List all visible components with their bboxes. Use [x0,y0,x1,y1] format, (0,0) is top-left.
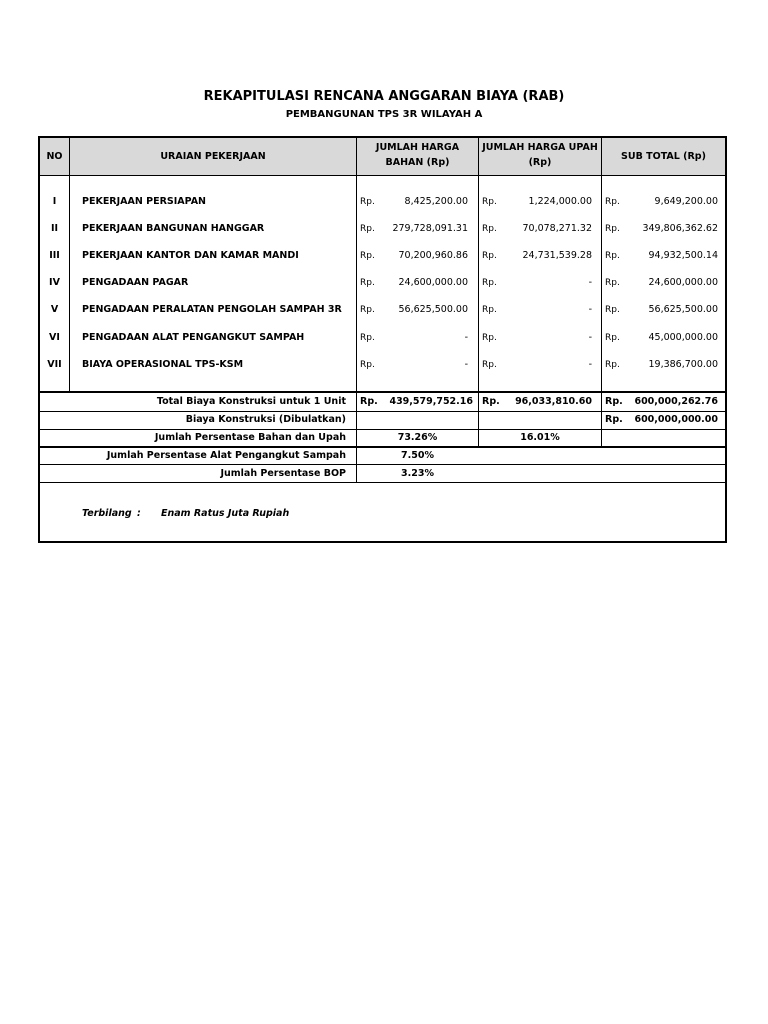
header-upah-line2: (Rp) [528,157,552,168]
row-subtotal: 94,932,500.14 [648,250,718,261]
row-no: III [49,250,60,261]
currency-label: Rp. [605,278,620,288]
terbilang-value: Enam Ratus Juta Rupiah [161,508,290,519]
row-no: VI [49,332,60,343]
row-subtotal: 9,649,200.00 [654,196,718,207]
currency-label: Rp. [605,333,620,343]
currency-label: Rp. [605,224,620,234]
currency-label: Rp. [605,414,623,425]
header-upah-line1: JUMLAH HARGA UPAH [482,142,598,153]
row-upah: 24,731,539.28 [522,250,592,261]
total-bahan: 439,579,752.16 [389,396,473,407]
row-upah: - [588,332,592,343]
row-subtotal: 56,625,500.00 [648,304,718,315]
page-subtitle: PEMBANGUNAN TPS 3R WILAYAH A [285,109,483,120]
row-subtotal: 45,000,000.00 [648,332,718,343]
row-subtotal: 24,600,000.00 [648,277,718,288]
currency-label: Rp. [482,333,497,343]
total-label: Total Biaya Konstruksi untuk 1 Unit [156,396,346,407]
currency-label: Rp. [360,305,375,315]
row-bahan: 279,728,091.31 [392,223,468,234]
pct-bahan: 73.26% [397,432,438,443]
row-no: VII [47,359,62,370]
currency-label: Rp. [360,333,375,343]
row-desc: PEKERJAAN KANTOR DAN KAMAR MANDI [82,250,299,261]
currency-label: Rp. [482,360,497,370]
row-no: II [50,223,59,234]
row-bahan: - [464,359,468,370]
dibulatkan-subtotal: 600,000,000.00 [634,414,718,425]
currency-label: Rp. [482,224,497,234]
currency-label: Rp. [605,305,620,315]
currency-label: Rp. [482,278,497,288]
dibulatkan-label: Biaya Konstruksi (Dibulatkan) [185,414,346,425]
header-bahan-line2: BAHAN (Rp) [385,157,450,168]
row-desc: BIAYA OPERASIONAL TPS-KSM [82,359,244,370]
currency-label: Rp. [482,396,500,407]
row-bahan: 70,200,960.86 [398,250,468,261]
pct-bahan-upah-label: Jumlah Persentase Bahan dan Upah [154,432,346,443]
pct-bop-label: Jumlah Persentase BOP [220,468,346,479]
row-desc: PENGADAAN PAGAR [82,277,189,288]
total-subtotal: 600,000,262.76 [634,396,718,407]
currency-label: Rp. [482,251,497,261]
pct-upah: 16.01% [520,432,560,443]
row-desc: PEKERJAAN BANGUNAN HANGGAR [82,223,265,234]
pct-alat-label: Jumlah Persentase Alat Pengangkut Sampah [106,450,346,461]
currency-label: Rp. [605,251,620,261]
currency-label: Rp. [360,396,378,407]
row-subtotal: 19,386,700.00 [648,359,718,370]
row-bahan: 24,600,000.00 [398,277,468,288]
header-bahan-line1: JUMLAH HARGA [375,142,460,153]
row-no: V [50,304,59,315]
row-upah: 1,224,000.00 [528,196,592,207]
row-upah: - [588,304,592,315]
row-upah: - [588,277,592,288]
page-title: REKAPITULASI RENCANA ANGGARAN BIAYA (RAB) [203,89,565,104]
row-bahan: 8,425,200.00 [404,196,468,207]
currency-label: Rp. [360,278,375,288]
terbilang-colon: : [137,508,141,519]
currency-label: Rp. [482,197,497,207]
row-upah: - [588,359,592,370]
currency-label: Rp. [605,197,620,207]
rab-table [38,136,727,543]
row-desc: PENGADAAN ALAT PENGANGKUT SAMPAH [82,332,305,343]
currency-label: Rp. [605,396,623,407]
header-subtotal: SUB TOTAL (Rp) [621,151,706,162]
currency-label: Rp. [360,360,375,370]
row-desc: PEKERJAAN PERSIAPAN [82,196,207,207]
currency-label: Rp. [482,305,497,315]
row-desc: PENGADAAN PERALATAN PENGOLAH SAMPAH 3R [82,304,342,315]
row-no: IV [49,277,60,288]
currency-label: Rp. [360,224,375,234]
row-upah: 70,078,271.32 [522,223,592,234]
row-bahan: - [464,332,468,343]
header-uraian: URAIAN PEKERJAAN [160,151,266,162]
currency-label: Rp. [360,251,375,261]
pct-bop: 3.23% [401,468,434,479]
terbilang-label: Terbilang [82,508,132,519]
currency-label: Rp. [360,197,375,207]
row-bahan: 56,625,500.00 [398,304,468,315]
total-upah: 96,033,810.60 [515,396,592,407]
header-no: NO [46,151,63,162]
row-no: I [52,196,57,207]
pct-alat: 7.50% [401,450,434,461]
row-subtotal: 349,806,362.62 [642,223,718,234]
currency-label: Rp. [605,360,620,370]
